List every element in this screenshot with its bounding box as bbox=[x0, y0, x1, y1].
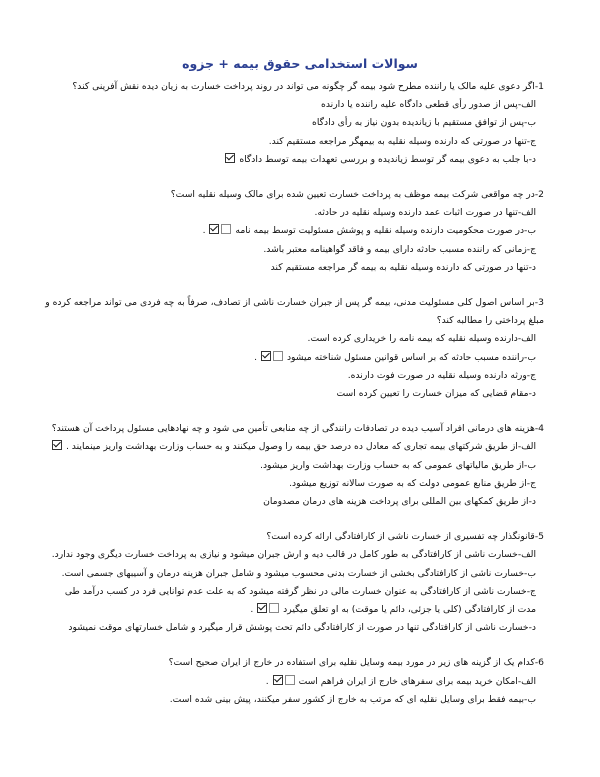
option-text: ب-در صورت محکومیت دارنده وسیله نقلیه و پوشش مسئولیت توسط بیمه نامه bbox=[235, 225, 536, 237]
option: الف-دارنده وسیله نقلیه که بیمه نامه را خریداری کرده است. bbox=[307, 333, 536, 345]
option: ب-از طریق مالیاتهای عمومی که به حساب وزارت بهداشت واریز میشود. bbox=[260, 459, 536, 471]
question-stem: 4-هزینه های درمانی افراد آسیب دیده در تصادفات رانندگی از چه منابعی تأمین می شود و چه نهادهایی مسئول پرداخت آن هستند؟ bbox=[51, 423, 544, 435]
option: ج-زمانی که راننده مسبب حادثه دارای بیمه و فاقد گواهینامه معتبر باشد. bbox=[263, 243, 536, 255]
option: ب-پس از توافق مستقیم با زیاندیده بدون نیاز به رأی دادگاه bbox=[312, 117, 536, 129]
option-text: ج-خسارت ناشی از کارافتادگی به عنوان خسارت مالی در نظر گرفته میشود که به علت عدم توانایی فرد در کسب درآمد طی مدت از کارافتادگی (کلی یا جزئی، دائم یا موقت) به او تعلق میگیرد bbox=[64, 585, 536, 616]
question-2 bbox=[44, 186, 544, 277]
option: ب-بیمه فقط برای وسایل نقلیه ای که مرتب به خارج از کشور سفر میکنند، پیش بینی شده است. bbox=[169, 693, 536, 705]
empty-box-icon bbox=[285, 675, 295, 685]
option: ج-از طریق منابع عمومی دولت که به صورت سالانه توزیع میشود. bbox=[289, 477, 536, 489]
question-6 bbox=[44, 654, 544, 709]
option-correct: الف-امکان خرید بیمه برای سفرهای خارج از ایران فراهم است . bbox=[265, 675, 536, 687]
checked-box-icon bbox=[273, 675, 283, 685]
option: د-خسارت ناشی از کارافتادگی تنها در صورت از کارافتادگی دائم تحت پوشش قرار میگیرد و شامل خسارتهای موقت نمیشود bbox=[68, 622, 536, 634]
question-stem: 6-کدام یک از گزینه های زیر در مورد بیمه وسایل نقلیه برای استفاده در خارج از ایران صحیح است؟ bbox=[168, 657, 544, 669]
option: ج-ورثه دارنده وسیله نقلیه در صورت فوت دارنده. bbox=[347, 369, 536, 381]
option: د-تنها در صورتی که دارنده وسیله نقلیه به بیمه گر مراجعه مستقیم کند bbox=[270, 261, 536, 273]
option-text: ب-راننده مسبب حادثه که بر اساس قوانین مسئول شناخته میشود bbox=[286, 351, 536, 363]
checked-box-icon bbox=[257, 603, 267, 613]
option: ج-تنها در صورتی که دارنده وسیله نقلیه به بیمهگر مراجعه مستقیم کند. bbox=[268, 135, 536, 147]
option-text: الف-امکان خرید بیمه برای سفرهای خارج از ایران فراهم است bbox=[298, 675, 536, 687]
option: الف-خسارت ناشی از کارافتادگی به طور کامل در قالب دیه و ارش جبران میشود و نیازی به پرداخت خسارت دیگری وجود ندارد. bbox=[51, 549, 536, 561]
question-4 bbox=[44, 420, 544, 511]
option-correct: ب-در صورت محکومیت دارنده وسیله نقلیه و پوشش مسئولیت توسط بیمه نامه . bbox=[202, 225, 536, 237]
question-stem: 5-قانونگذار چه تفسیری از خسارت ناشی از کارافتادگی ارائه کرده است؟ bbox=[266, 531, 544, 543]
question-stem: 2-در چه مواقعی شرکت بیمه موظف به پرداخت خسارت تعیین شده برای مالک وسیله نقلیه است؟ bbox=[170, 189, 544, 201]
question-5 bbox=[44, 528, 544, 637]
option-text: د-با جلب به دعوی بیمه گر توسط زیاندیده و بررسی تعهدات بیمه توسط دادگاه bbox=[239, 153, 536, 165]
question-1 bbox=[44, 78, 544, 169]
option-correct: ب-راننده مسبب حادثه که بر اساس قوانین مسئول شناخته میشود . bbox=[254, 351, 536, 363]
checked-box-icon bbox=[261, 351, 271, 361]
checked-box-icon bbox=[52, 440, 62, 450]
option: الف-تنها در صورت اثبات عمد دارنده وسیله نقلیه در حادثه. bbox=[314, 207, 536, 219]
option: الف-پس از صدور رأی قطعی دادگاه علیه راننده یا دارنده bbox=[321, 99, 536, 111]
question-3 bbox=[44, 294, 544, 403]
empty-box-icon bbox=[269, 603, 279, 613]
option-correct bbox=[44, 151, 544, 169]
checked-box-icon bbox=[209, 224, 219, 234]
empty-box-icon bbox=[273, 351, 283, 361]
question-stem: 1-اگر دعوی علیه مالک یا راننده مطرح شود بیمه گر چگونه می تواند در روند پرداخت خسارت به زیان دیده نقش آفرینی کند؟ bbox=[72, 81, 544, 92]
empty-box-icon bbox=[221, 224, 231, 234]
option: ب-خسارت ناشی از کارافتادگی بخشی از خسارت بدنی محسوب میشود و شامل جبران هزینه درمان و آسیبهای جسمی است. bbox=[61, 567, 536, 579]
option: د-از طریق کمکهای بین المللی برای پرداخت هزینه های درمان مصدومان bbox=[263, 496, 536, 508]
option-text: الف-از طریق شرکتهای بیمه تجاری که معادل ده درصد حق بیمه را وصول میکنند و به حساب وزارت بهداشت واریز مینمایند . bbox=[65, 441, 536, 453]
option-correct: ج-خسارت ناشی از کارافتادگی به عنوان خسارت مالی در نظر گرفته میشود که به علت عدم توانایی فرد در کسب درآمد طی مدت از کارافتادگی (کلی یا جزئی، دائم یا موقت) به او تعلق میگیرد . bbox=[64, 585, 536, 616]
question-list bbox=[44, 78, 544, 726]
option: د-مقام قضایی که میزان خسارت را تعیین کرده است bbox=[336, 388, 536, 400]
checked-box-icon bbox=[225, 153, 235, 163]
page-title: سوالات استخدامی حقوق بیمه + جزوه bbox=[182, 56, 418, 71]
option-correct bbox=[44, 438, 544, 456]
question-stem: 3-بر اساس اصول کلی مسئولیت مدنی، بیمه گر پس از جبران خسارت ناشی از تصادف، صرفاً به چه فردی می تواند مراجعه کرده و مبلغ پرداختی را مطالبه کند؟ bbox=[45, 297, 544, 327]
